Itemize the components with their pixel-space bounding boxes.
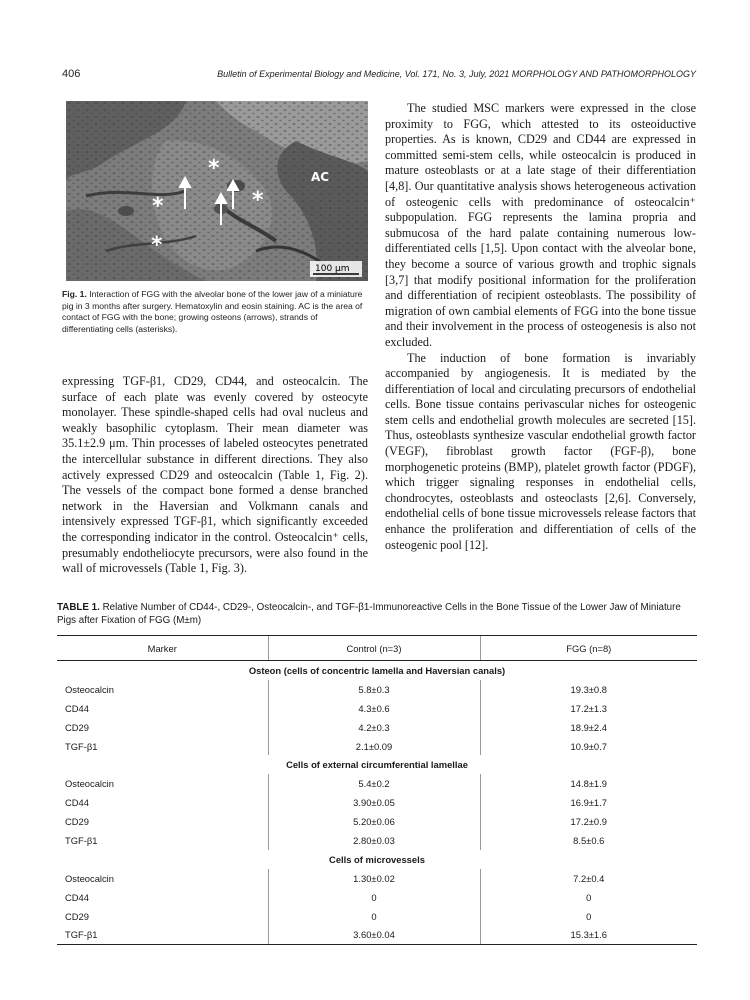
control-value-cell: 5.8±0.3 (268, 680, 480, 699)
section-title: Cells of external circumferential lamellae (286, 759, 468, 771)
asterisk-marker: * (151, 233, 163, 258)
fgg-value-cell: 14.8±1.9 (480, 774, 697, 793)
table-caption (57, 601, 697, 627)
table-row (57, 793, 697, 812)
control-value-cell: 3.90±0.05 (268, 793, 480, 812)
table-section-row (57, 850, 697, 869)
table-row (57, 774, 697, 793)
micrograph-image (66, 101, 368, 281)
marker-table (57, 635, 697, 945)
fgg-value-cell: 17.2±1.3 (480, 699, 697, 718)
column-header-control: Control (n=3) (268, 636, 480, 661)
marker-cell: CD44 (65, 702, 89, 714)
table-row (57, 888, 697, 907)
figure-caption-text: Interaction of FGG with the alveolar bone of the lower jaw of a miniature pig in 3 months after surgery. Hematoxylin and eosin staining. AC is the area of contact of FGG with the bone; growing osteons (arrows), strands of differentiating cells (asterisks). (62, 289, 363, 334)
contact-area-label: AC (311, 170, 330, 184)
control-value-cell: 2.1±0.09 (268, 737, 480, 756)
fgg-value-cell: 15.3±1.6 (480, 925, 697, 944)
marker-cell: Osteocalcin (65, 683, 114, 695)
table-row (57, 831, 697, 850)
marker-cell: CD29 (65, 721, 89, 733)
marker-cell: TGF-β1 (65, 740, 98, 752)
running-head: Bulletin of Experimental Biology and Medicine, Vol. 171, No. 3, July, 2021 MORPHOLOGY AND PATHOMORPHOLOGY (217, 69, 696, 79)
control-value-cell: 0 (268, 888, 480, 907)
control-value-cell: 5.20±0.06 (268, 812, 480, 831)
section-title: Cells of microvessels (329, 853, 425, 865)
paragraph: The studied MSC markers were expressed in the close proximity to FGG, which attested to its osteoiductive properties. As is known, CD29 and CD44 are expressed in committed semi-stem cells, while osteocalcin is produced in mature osteoblasts or at a late stage of their differentiation [4,8]. Our quantitative analysis shows heterogeneous activation of osteogenic cells with predominance of osteocalcin⁺ subpopulation. FGG represents the lamina propria and submucosa of the hard palate containing numerous low-differentiated cells [1,5]. Upon contact with the alveolar bone, they become a source of various growth and trophic signals [3,7] that modify positional information for the proliferation and differentiation of recipient osteoblasts. The possibility of migration of own cambial elements of FGG into the bone tissue and their involvement in the process of osteogenesis is also not excluded. (385, 101, 696, 349)
paragraph: The induction of bone formation is invariably accompanied by angiogenesis. It is mediated by the differentiation of local and circulating precursors of endothelial cells. Bone tissue contains perivascular niches for osteogenic stem cells and endothelial growth molecules are secreted [15]. Thus, osteoblasts synthesize vascular endothelial growth factor (VEGF), fibroblast growth factor (FGF-β), bone morphogenetic proteins (BMP), platelet growth factor (PDGF), which trigger signaling responses in endothelial cells, chondrocytes, osteoblasts and osteoclasts [2,6]. Conversely, endothelial cells of bone tissue microvessels release factors that enhance the proliferation and differentiation of cells of the osteogenic pool [12]. (385, 350, 696, 552)
figure-micrograph (66, 101, 368, 281)
table-caption-label: TABLE 1. (57, 602, 100, 613)
table-row (57, 680, 697, 699)
fgg-value-cell: 0 (480, 888, 697, 907)
marker-cell: Osteocalcin (65, 872, 114, 884)
table-row (57, 737, 697, 756)
left-column-text (62, 374, 368, 577)
table-body (57, 661, 697, 945)
control-value-cell: 1.30±0.02 (268, 869, 480, 888)
paragraph: expressing TGF-β1, CD29, CD44, and osteocalcin. The surface of each plate was evenly covered by osteocyte monolayer. These spindle-shaped cells had oval nucleus and weakly basophilic cytoplasm. Their mean diameter was 35.1±2.9 μm. Thin processes of labeled osteocytes penetrated the intercellular substance in different directions. They also actively expressed CD29 and osteocalcin (Table 1, Fig. 2). The vessels of the compact bone formed a dense branched network in the Haversian and Volkmann canals and intensively expressed TGF-β1, which significantly exceeded the corresponding indicator in the control. Osteocalcin⁺ cells, presumably endotheliocyte precursors, were also found in the wall of microvessels (Table 1, Fig. 3). (62, 374, 368, 576)
table-caption-text: Relative Number of CD44-, CD29-, Osteocalcin-, and TGF-β1-Immunoreactive Cells in the Bone Tissue of the Lower Jaw of Miniature Pigs after Fixation of FGG (M±m) (57, 602, 681, 626)
section-title: Osteon (cells of concentric lamella and Haversian canals) (248, 664, 506, 676)
table-row (57, 869, 697, 888)
fgg-value-cell: 8.5±0.6 (480, 831, 697, 850)
marker-cell: CD29 (65, 816, 89, 828)
fgg-value-cell: 7.2±0.4 (480, 869, 697, 888)
figure-caption-label: Fig. 1. (62, 289, 87, 299)
figure-caption (62, 289, 368, 335)
fgg-value-cell: 16.9±1.7 (480, 793, 697, 812)
table-row (57, 699, 697, 718)
fgg-value-cell: 18.9±2.4 (480, 718, 697, 737)
marker-cell: Osteocalcin (65, 778, 114, 790)
right-column-text (385, 101, 696, 553)
marker-cell: TGF-β1 (57, 925, 268, 944)
page-number: 406 (62, 68, 81, 80)
asterisk-marker: * (252, 188, 264, 213)
control-value-cell: 4.3±0.6 (268, 699, 480, 718)
control-value-cell: 5.4±0.2 (268, 774, 480, 793)
table-row (57, 907, 697, 926)
fgg-value-cell: 0 (480, 907, 697, 926)
scale-bar-label: 100 μm (315, 264, 350, 274)
marker-cell: TGF-β1 (65, 834, 98, 846)
fgg-value-cell: 17.2±0.9 (480, 812, 697, 831)
marker-cell: CD44 (65, 797, 89, 809)
fgg-value-cell: 19.3±0.8 (480, 680, 697, 699)
table-row (57, 925, 697, 944)
table-header-row (57, 636, 697, 661)
fgg-value-cell: 10.9±0.7 (480, 737, 697, 756)
control-value-cell: 2.80±0.03 (268, 831, 480, 850)
page-header (62, 68, 696, 82)
table-section-row (57, 755, 697, 774)
table-row (57, 718, 697, 737)
control-value-cell: 0 (268, 907, 480, 926)
control-value-cell: 4.2±0.3 (268, 718, 480, 737)
table-section-row (57, 661, 697, 680)
marker-cell: CD29 (65, 910, 89, 922)
asterisk-marker: * (208, 156, 220, 181)
table-row (57, 812, 697, 831)
asterisk-marker: * (152, 194, 164, 219)
column-header-fgg: FGG (n=8) (480, 636, 697, 661)
marker-cell: CD44 (65, 891, 89, 903)
column-header-marker: Marker (57, 636, 268, 661)
control-value-cell: 3.60±0.04 (268, 925, 480, 944)
